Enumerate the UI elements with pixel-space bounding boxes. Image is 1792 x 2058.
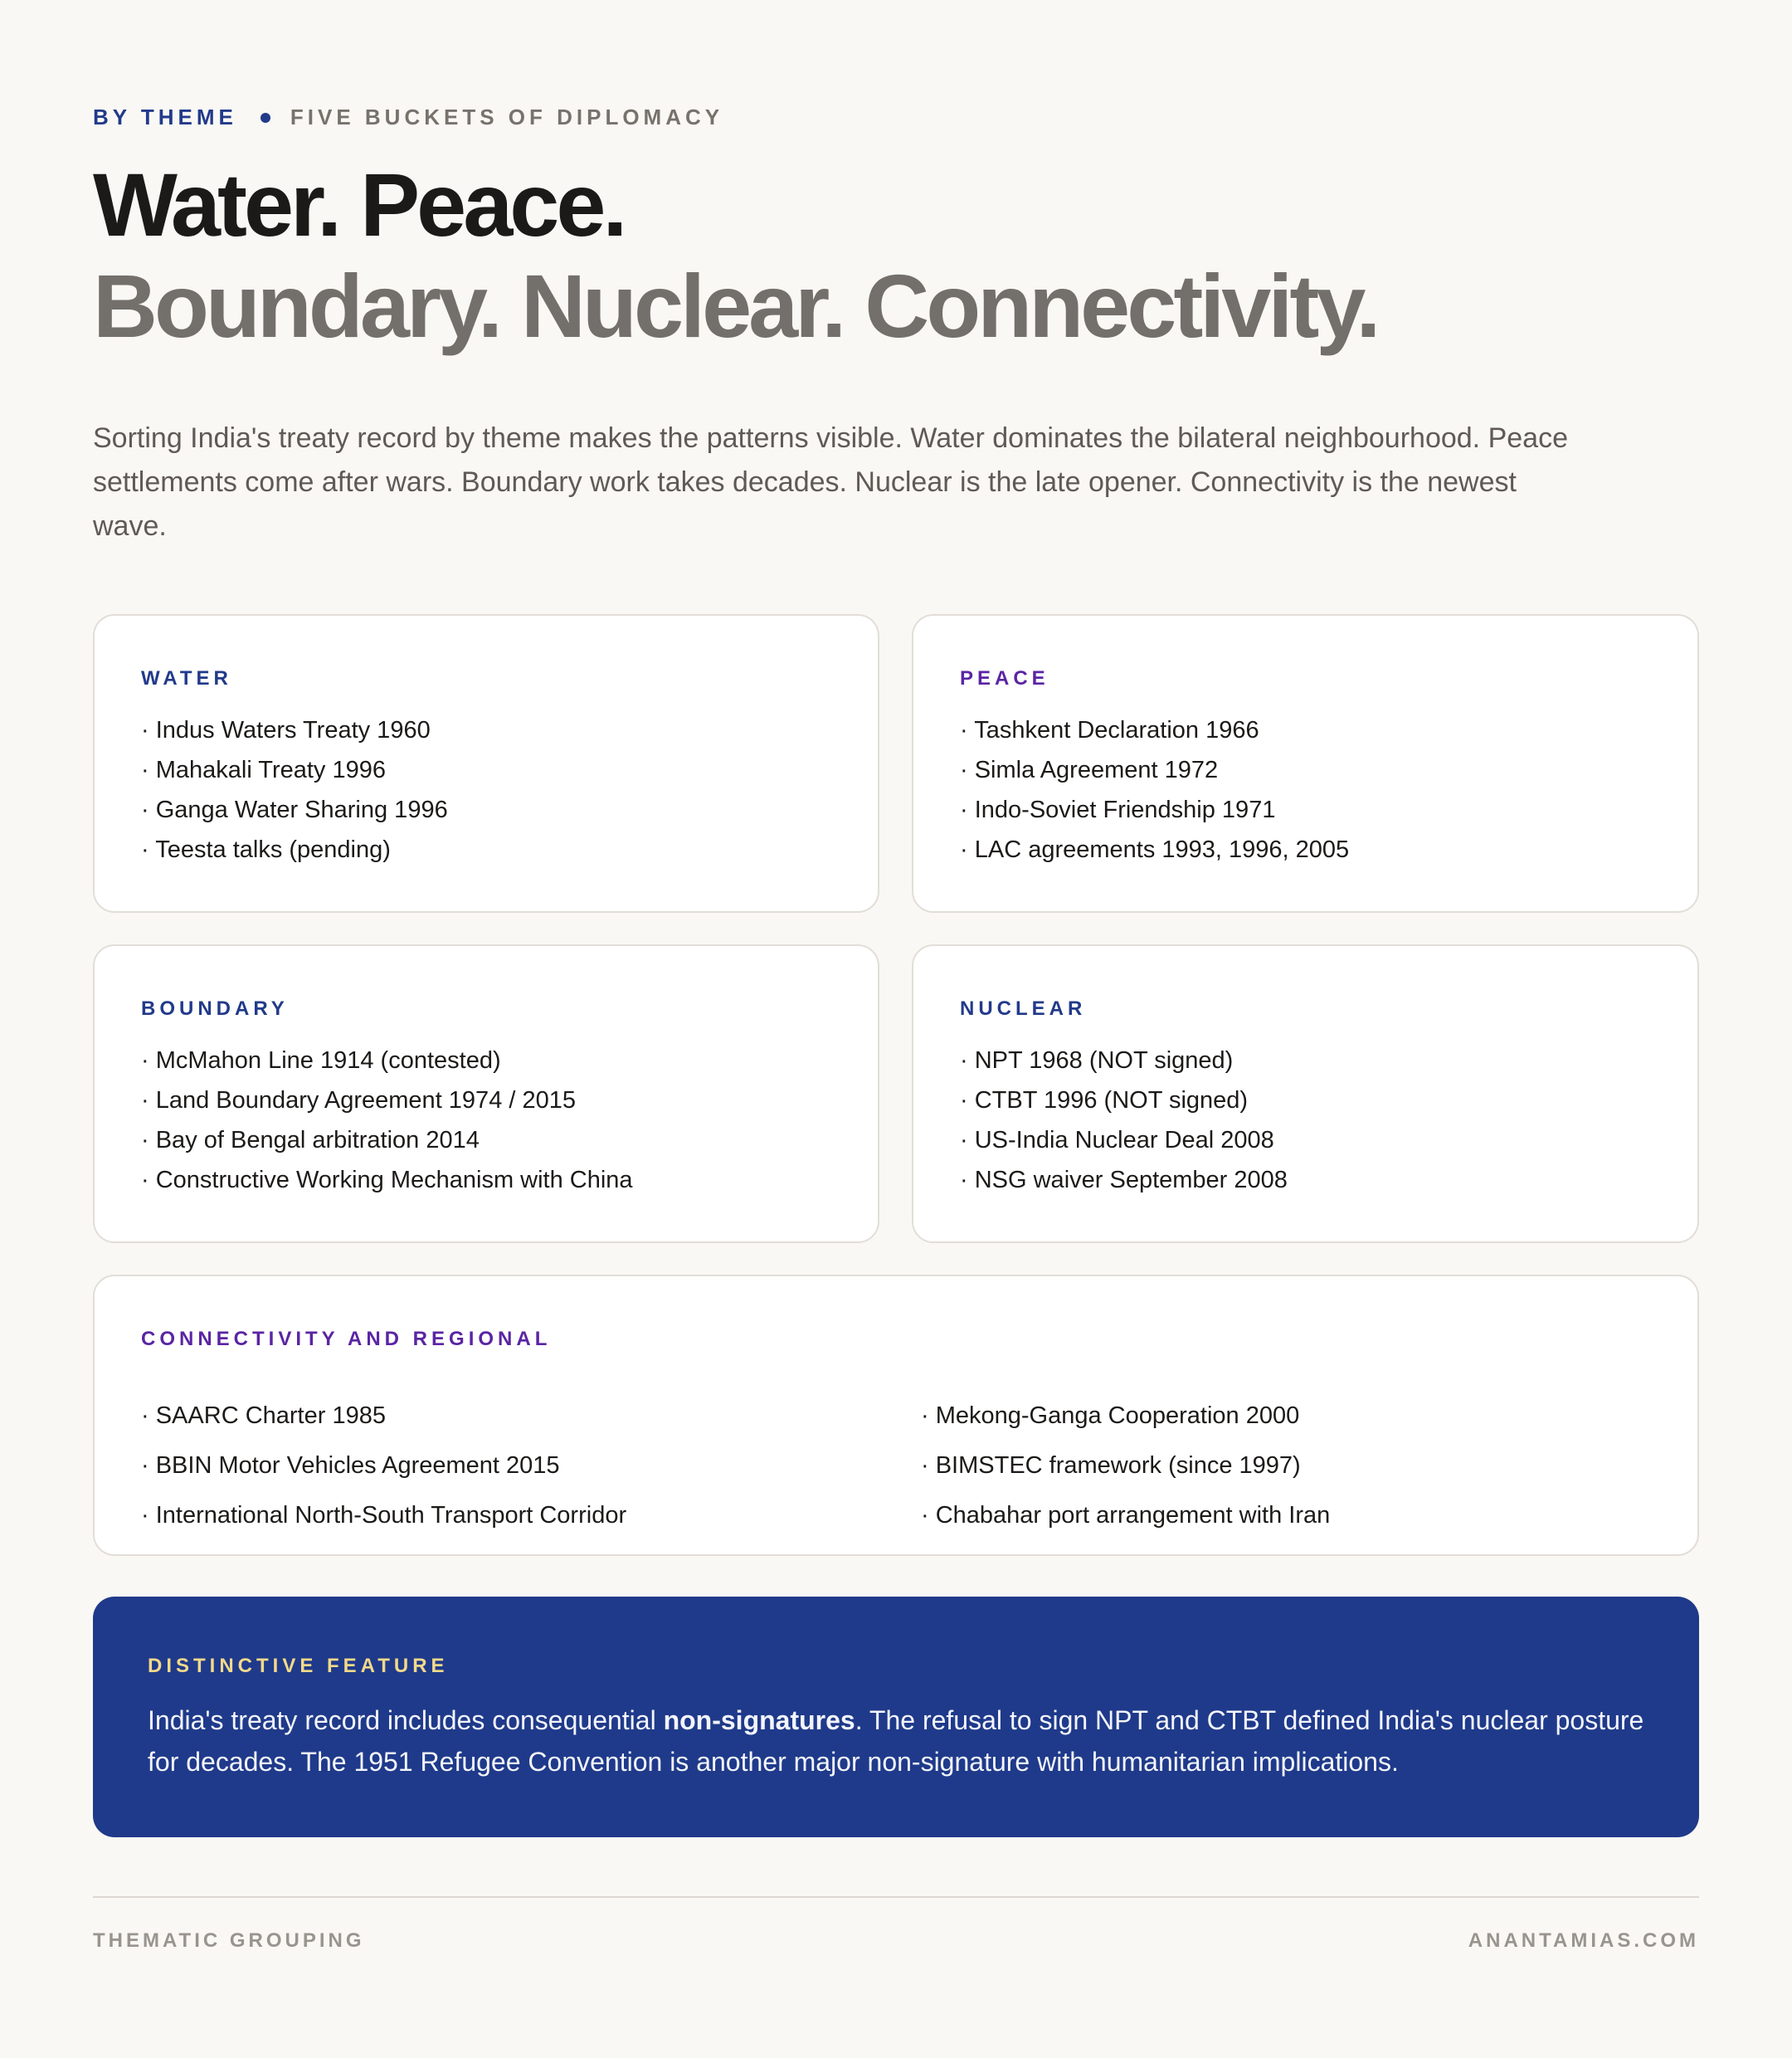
title-line-2: Boundary. Nuclear. Connectivity.: [93, 256, 1378, 356]
list-item: · Ganga Water Sharing 1996: [141, 790, 831, 830]
item-list: [960, 710, 1651, 870]
card-title: NUCLEAR: [960, 997, 1087, 1020]
list-item: · Tashkent Declaration 1966: [960, 710, 1651, 750]
bullet-dot-icon: [261, 113, 270, 123]
list-item: · NPT 1968 (NOT signed): [960, 1041, 1651, 1080]
card-title: BOUNDARY: [141, 997, 289, 1020]
callout-text-before: India's treaty record includes consequential: [148, 1705, 664, 1735]
list-item: · Indus Waters Treaty 1960: [141, 710, 831, 750]
card-water: [93, 614, 879, 913]
list-item: · BBIN Motor Vehicles Agreement 2015: [141, 1441, 921, 1490]
list-item: · BIMSTEC framework (since 1997): [921, 1441, 1668, 1490]
card-nuclear: [912, 944, 1699, 1243]
callout-text: [148, 1700, 1644, 1782]
card-title: WATER: [141, 667, 232, 690]
list-item: · Bay of Bengal arbitration 2014: [141, 1120, 831, 1160]
callout-text-bold: non-signatures: [663, 1705, 855, 1735]
card-peace: [912, 614, 1699, 913]
list-item: · McMahon Line 1914 (contested): [141, 1041, 831, 1080]
eyebrow-theme: BY THEME: [93, 105, 237, 129]
title-line-1: Water. Peace.: [93, 154, 625, 255]
item-list: [141, 1041, 831, 1200]
card-title: CONNECTIVITY AND REGIONAL: [141, 1328, 552, 1350]
list-item: · International North-South Transport Corridor: [141, 1490, 921, 1540]
eyebrow: [93, 105, 723, 130]
list-item: · Mahakali Treaty 1996: [141, 750, 831, 790]
page: [93, 0, 1699, 2058]
footer-site-link[interactable]: ANANTAMIAS.COM: [1468, 1929, 1699, 1952]
page-title: [93, 154, 1377, 357]
list-item: · LAC agreements 1993, 1996, 2005: [960, 830, 1651, 870]
list-item: · Teesta talks (pending): [141, 830, 831, 870]
list-item: · Mekong-Ganga Cooperation 2000: [921, 1391, 1668, 1441]
list-item: · US-India Nuclear Deal 2008: [960, 1120, 1651, 1160]
item-list-right: [921, 1391, 1668, 1540]
list-item: · Constructive Working Mechanism with China: [141, 1160, 831, 1200]
list-item: · Chabahar port arrangement with Iran: [921, 1490, 1668, 1540]
list-item: · Land Boundary Agreement 1974 / 2015: [141, 1080, 831, 1120]
intro-paragraph: Sorting India's treaty record by theme makes the patterns visible. Water dominates the bilateral neighbourhood. Peace settlements come after wars. Boundary work takes decades. Nuclear is the late opener. Connectivity is the newest wave.: [93, 422, 1568, 542]
callout-text-after: . The refusal to sign NPT and CTBT defined India's nuclear posture for decades. The 1951 Refugee Convention is another major non-signature with humanitarian implications.: [148, 1705, 1644, 1777]
item-list: [141, 710, 831, 870]
list-item: · CTBT 1996 (NOT signed): [960, 1080, 1651, 1120]
distinctive-feature-callout: [93, 1597, 1699, 1837]
card-connectivity: [93, 1275, 1699, 1556]
eyebrow-subtitle: FIVE BUCKETS OF DIPLOMACY: [290, 105, 724, 129]
callout-label: DISTINCTIVE FEATURE: [148, 1655, 449, 1677]
card-title: PEACE: [960, 667, 1049, 690]
item-list: [960, 1041, 1651, 1200]
card-boundary: [93, 944, 879, 1243]
two-column-list: [141, 1371, 1651, 1540]
item-list-left: [141, 1391, 921, 1540]
list-item: · SAARC Charter 1985: [141, 1391, 921, 1441]
footer-label: THEMATIC GROUPING: [93, 1929, 365, 1952]
list-item: · Simla Agreement 1972: [960, 750, 1651, 790]
footer-divider: [93, 1896, 1699, 1898]
list-item: · NSG waiver September 2008: [960, 1160, 1651, 1200]
list-item: · Indo-Soviet Friendship 1971: [960, 790, 1651, 830]
